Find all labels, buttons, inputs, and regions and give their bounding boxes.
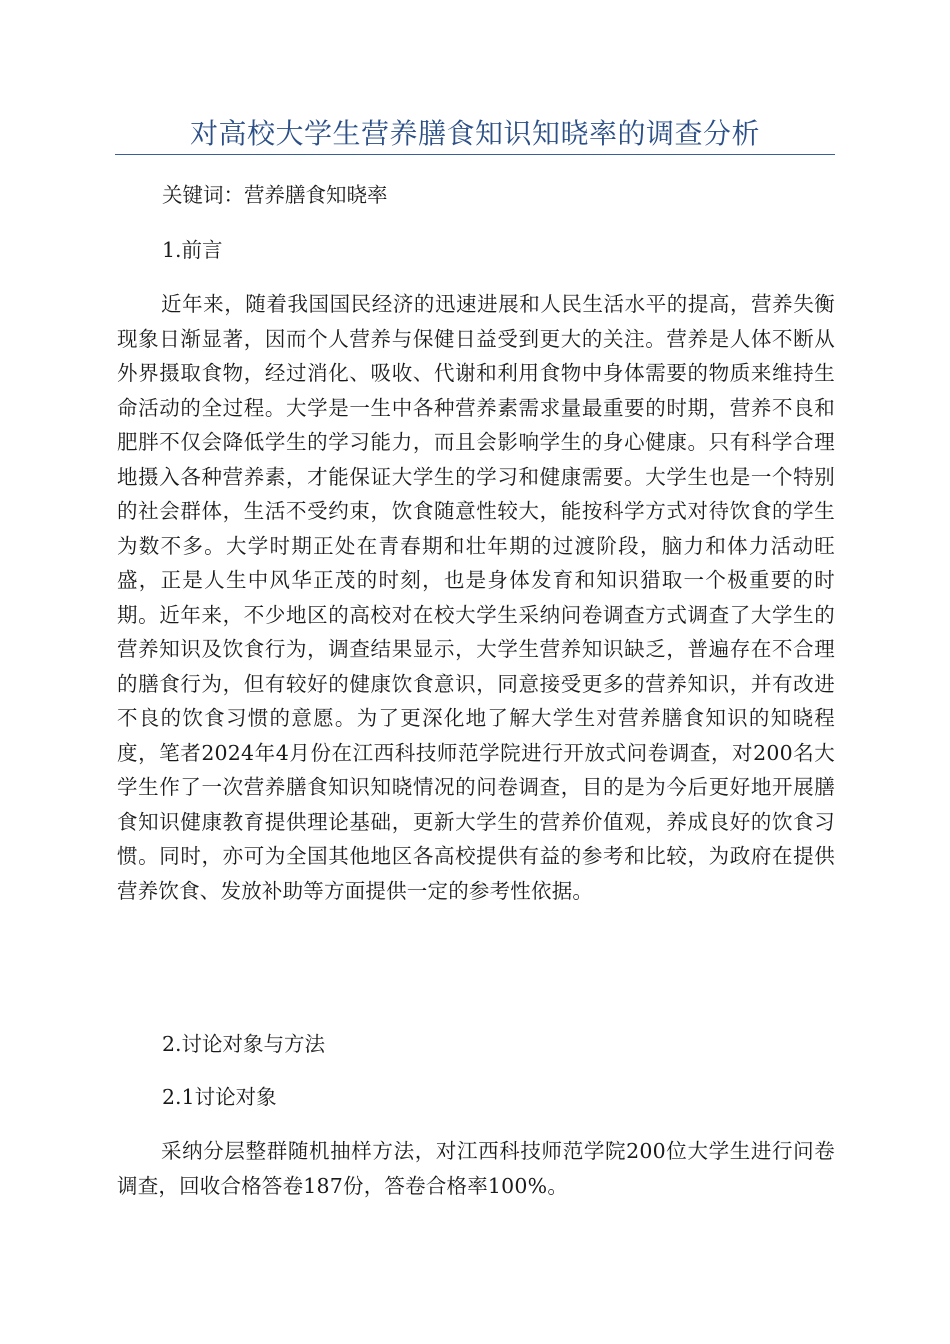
document-title: 对高校大学生营养膳食知识知晓率的调查分析 bbox=[189, 117, 760, 150]
section-2-1-heading: 2.1讨论对象 bbox=[162, 1085, 277, 1109]
keywords-line: 关键词：营养膳食知晓率 bbox=[162, 183, 388, 207]
section-1-paragraph: 近年来，随着我国国民经济的迅速进展和人民生活水平的提高，营养失衡现象日渐显著，因而个人营养与保健日益受到更大的关注。营养是人体不断从外界摄取食物，经过消化、吸收、代谢和利用食物中身体需要的物质来维持生命活动的全过程。大学是一生中各种营养素需求量最重要的时期，营养不良和肥胖不仅会降低学生的学习能力，而且会影响学生的身心健康。只有科学合理地摄入各种营养素，才能保证大学生的学习和健康需要。大学生也是一个特别的社会群体，生活不受约束，饮食随意性较大，能按科学方式对待饮食的学生为数不多。大学时期正处在青春期和壮年期的过渡阶段，脑力和体力活动旺盛，正是人生中风华正茂的时刻，也是身体发育和知识猎取一个极重要的时期。近年来，不少地区的高校对在校大学生采纳问卷调查方式调查了大学生的营养知识及饮食行为，调查结果显示，大学生营养知识缺乏，普遍存在不合理的膳食行为，但有较好的健康饮食意识，同意接受更多的营养知识，并有改进不良的饮食习惯的意愿。为了更深化地了解大学生对营养膳食知识的知晓程度，笔者2024年4月份在江西科技师范学院进行开放式问卷调查，对200名大学生作了一次营养膳食知识知晓情况的问卷调查，目的是为今后更好地开展膳食知识健康教育提供理论基础，更新大学生的营养价值观，养成良好的饮食习惯。同时，亦可为全国其他地区各高校提供有益的参考和比较，为政府在提供营养饮食、发放补助等方面提供一定的参考性依据。 bbox=[117, 292, 835, 903]
title-underline bbox=[115, 154, 835, 155]
section-2-1-paragraph: 采纳分层整群随机抽样方法，对江西科技师范学院200位大学生进行问卷调查，回收合格答卷187份，答卷合格率100%。 bbox=[117, 1139, 835, 1198]
section-2-heading: 2.讨论对象与方法 bbox=[162, 1032, 326, 1056]
section-1-heading: 1.前言 bbox=[162, 238, 223, 262]
